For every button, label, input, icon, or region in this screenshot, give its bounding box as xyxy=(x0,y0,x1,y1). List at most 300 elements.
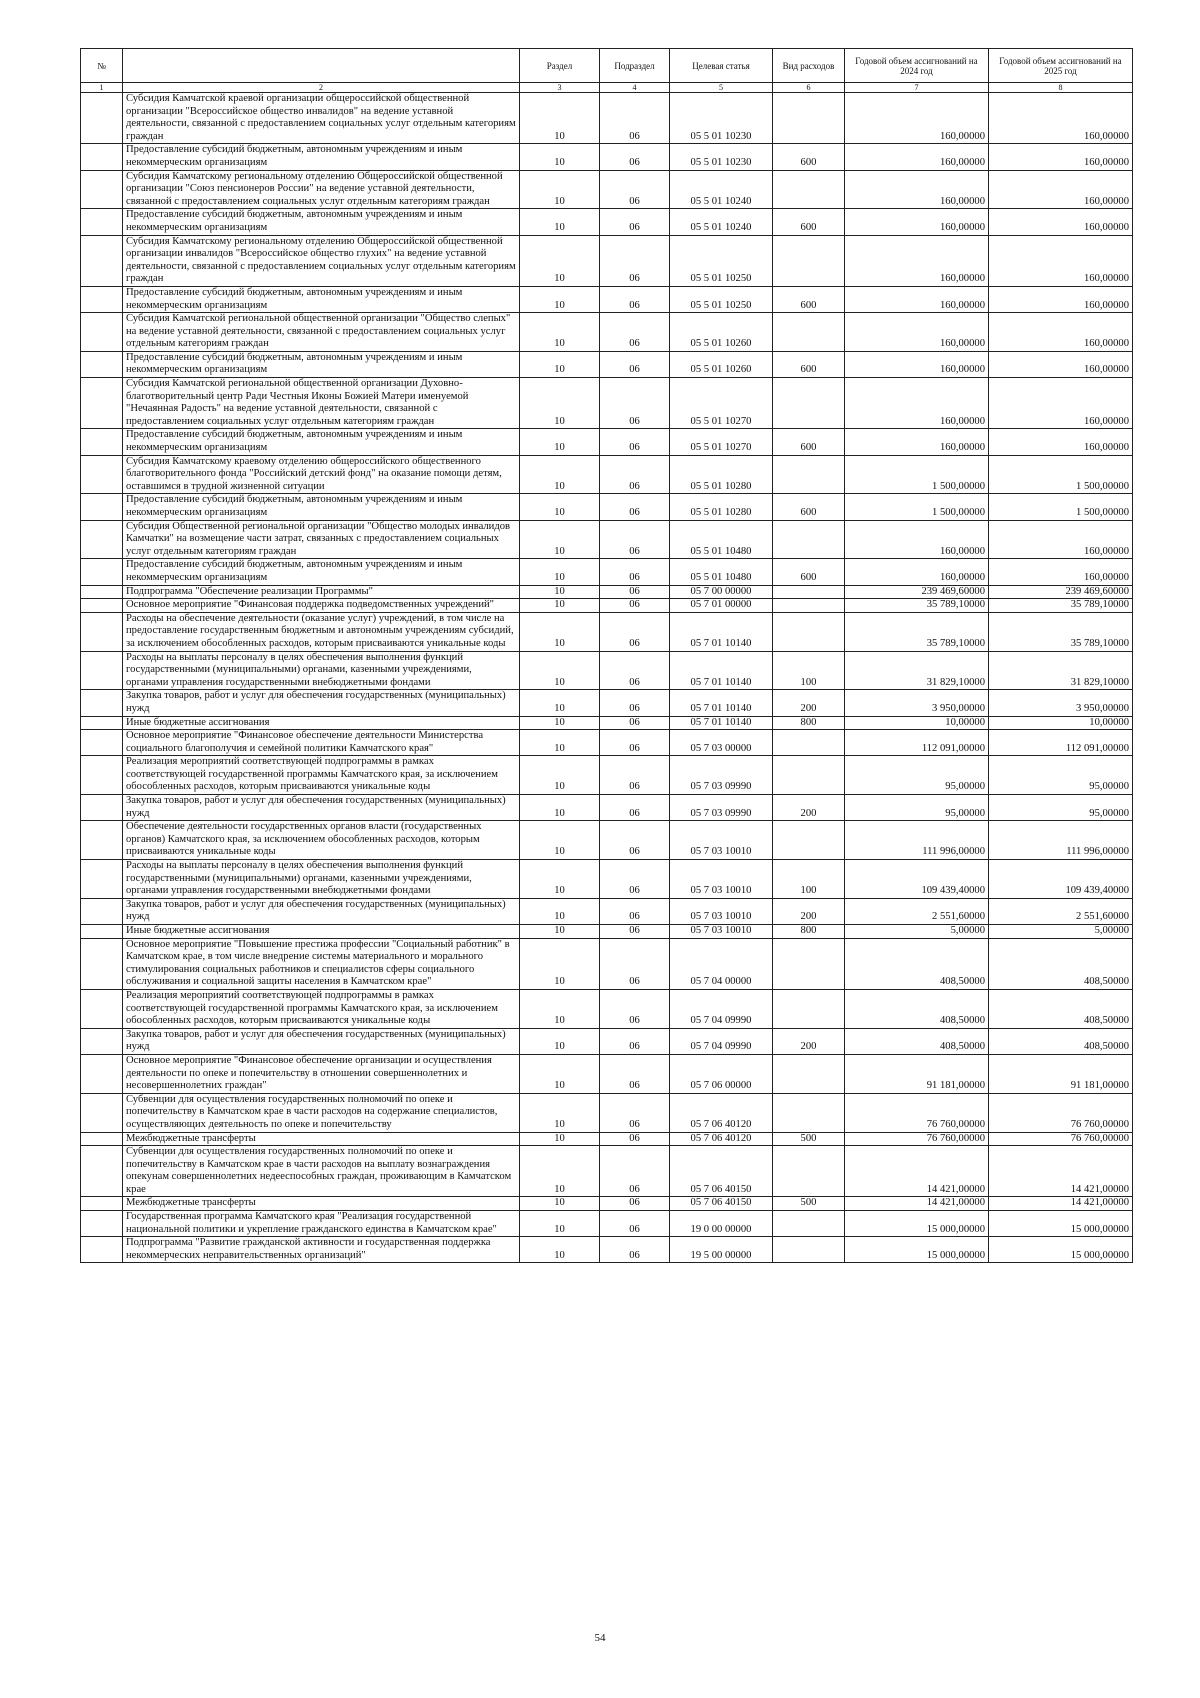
index-cell: 6 xyxy=(773,83,845,93)
target-article-cell: 05 5 01 10480 xyxy=(670,559,773,585)
table-row xyxy=(81,716,1133,730)
table-row xyxy=(81,559,1133,585)
table-row xyxy=(81,938,1133,989)
expense-type-cell xyxy=(773,730,845,756)
index-cell: 4 xyxy=(600,83,670,93)
amount-2025-cell: 95,00000 xyxy=(989,756,1133,795)
amount-2025-cell: 239 469,60000 xyxy=(989,585,1133,599)
section-cell: 10 xyxy=(520,1211,600,1237)
row-number-cell xyxy=(81,1028,123,1054)
amount-2024-cell: 95,00000 xyxy=(845,795,989,821)
table-row xyxy=(81,429,1133,455)
expense-type-cell xyxy=(773,1146,845,1197)
item-name-cell: Субсидия Камчатской краевой организации общероссийской общественной организации "Всероссийское общество инвалидов" на ведение уставной деятельности, связанной с предоставлением социальных услуг отдельным категориям граждан xyxy=(123,93,520,144)
amount-2025-cell: 35 789,10000 xyxy=(989,612,1133,651)
document-page xyxy=(80,48,1132,1263)
amount-2024-cell: 239 469,60000 xyxy=(845,585,989,599)
subsection-cell: 06 xyxy=(600,1093,670,1132)
item-name-cell: Государственная программа Камчатского края "Реализация государственной национальной политики и укрепление гражданского единства в Камчатском крае" xyxy=(123,1211,520,1237)
expense-type-cell xyxy=(773,93,845,144)
col-subsection-header: Подраздел xyxy=(600,49,670,83)
table-row xyxy=(81,585,1133,599)
col-expense-type-header: Вид расходов xyxy=(773,49,845,83)
subsection-cell: 06 xyxy=(600,821,670,860)
table-row xyxy=(81,520,1133,559)
expense-type-cell: 800 xyxy=(773,716,845,730)
row-number-cell xyxy=(81,1132,123,1146)
section-cell: 10 xyxy=(520,429,600,455)
section-cell: 10 xyxy=(520,1132,600,1146)
table-row xyxy=(81,1054,1133,1093)
item-name-cell: Закупка товаров, работ и услуг для обеспечения государственных (муниципальных) нужд xyxy=(123,1028,520,1054)
index-cell: 1 xyxy=(81,83,123,93)
amount-2024-cell: 10,00000 xyxy=(845,716,989,730)
section-cell: 10 xyxy=(520,286,600,312)
subsection-cell: 06 xyxy=(600,1132,670,1146)
col-2025-header: Годовой объем ассигнований на 2025 год xyxy=(989,49,1133,83)
row-number-cell xyxy=(81,93,123,144)
target-article-cell: 05 7 03 10010 xyxy=(670,821,773,860)
amount-2024-cell: 160,00000 xyxy=(845,378,989,429)
table-row xyxy=(81,1237,1133,1263)
section-cell: 10 xyxy=(520,898,600,924)
target-article-cell: 05 5 01 10270 xyxy=(670,378,773,429)
target-article-cell: 05 5 01 10240 xyxy=(670,209,773,235)
index-cell: 2 xyxy=(123,83,520,93)
row-number-cell xyxy=(81,716,123,730)
amount-2025-cell: 15 000,00000 xyxy=(989,1211,1133,1237)
table-row xyxy=(81,651,1133,690)
amount-2024-cell: 160,00000 xyxy=(845,170,989,209)
target-article-cell: 05 7 01 10140 xyxy=(670,716,773,730)
section-cell: 10 xyxy=(520,599,600,613)
expense-type-cell xyxy=(773,520,845,559)
item-name-cell: Подпрограмма "Обеспечение реализации Программы" xyxy=(123,585,520,599)
subsection-cell: 06 xyxy=(600,860,670,899)
amount-2025-cell: 160,00000 xyxy=(989,520,1133,559)
amount-2025-cell: 10,00000 xyxy=(989,716,1133,730)
item-name-cell: Закупка товаров, работ и услуг для обеспечения государственных (муниципальных) нужд xyxy=(123,898,520,924)
subsection-cell: 06 xyxy=(600,455,670,494)
amount-2025-cell: 408,50000 xyxy=(989,938,1133,989)
amount-2024-cell: 160,00000 xyxy=(845,144,989,170)
expense-type-cell xyxy=(773,599,845,613)
col-section-header: Раздел xyxy=(520,49,600,83)
amount-2024-cell: 160,00000 xyxy=(845,429,989,455)
section-cell: 10 xyxy=(520,925,600,939)
section-cell: 10 xyxy=(520,93,600,144)
row-number-cell xyxy=(81,821,123,860)
subsection-cell: 06 xyxy=(600,612,670,651)
amount-2024-cell: 160,00000 xyxy=(845,235,989,286)
target-article-cell: 05 5 01 10240 xyxy=(670,170,773,209)
subsection-cell: 06 xyxy=(600,351,670,377)
subsection-cell: 06 xyxy=(600,730,670,756)
item-name-cell: Основное мероприятие "Повышение престижа профессии "Социальный работник" в Камчатском крае, в том числе внедрение системы материального и морального стимулирования социальных работников и специалистов сферы социального обслуживания и социальной защиты населения в Камчатском крае" xyxy=(123,938,520,989)
section-cell: 10 xyxy=(520,1237,600,1263)
table-row xyxy=(81,286,1133,312)
item-name-cell: Субсидия Камчатскому региональному отделению Общероссийской общественной организации инвалидов "Всероссийское общество глухих" на ведение уставной деятельности, связанной с предоставлением социальных услуг отдельным категориям граждан xyxy=(123,235,520,286)
target-article-cell: 05 7 00 00000 xyxy=(670,585,773,599)
row-number-cell xyxy=(81,860,123,899)
row-number-cell xyxy=(81,1093,123,1132)
subsection-cell: 06 xyxy=(600,93,670,144)
amount-2024-cell: 109 439,40000 xyxy=(845,860,989,899)
target-article-cell: 05 5 01 10250 xyxy=(670,286,773,312)
subsection-cell: 06 xyxy=(600,429,670,455)
expense-type-cell xyxy=(773,378,845,429)
amount-2024-cell: 408,50000 xyxy=(845,938,989,989)
section-cell: 10 xyxy=(520,1093,600,1132)
amount-2024-cell: 31 829,10000 xyxy=(845,651,989,690)
amount-2025-cell: 14 421,00000 xyxy=(989,1197,1133,1211)
section-cell: 10 xyxy=(520,351,600,377)
subsection-cell: 06 xyxy=(600,378,670,429)
item-name-cell: Расходы на обеспечение деятельности (оказание услуг) учреждений, в том числе на предоставление государственным бюджетным и автономным учреждениям субсидий, за исключением обособленных расходов, которым присваиваются уникальные коды xyxy=(123,612,520,651)
section-cell: 10 xyxy=(520,520,600,559)
item-name-cell: Иные бюджетные ассигнования xyxy=(123,716,520,730)
target-article-cell: 05 5 01 10230 xyxy=(670,144,773,170)
amount-2025-cell: 109 439,40000 xyxy=(989,860,1133,899)
amount-2025-cell: 160,00000 xyxy=(989,235,1133,286)
budget-table xyxy=(80,48,1133,1263)
item-name-cell: Субвенции для осуществления государственных полномочий по опеке и попечительству в Камчатском крае в части расходов на содержание специалистов, осуществляющих деятельность по опеке и попечительству xyxy=(123,1093,520,1132)
col-number-header: № xyxy=(81,49,123,83)
table-row xyxy=(81,1132,1133,1146)
table-row xyxy=(81,756,1133,795)
section-cell: 10 xyxy=(520,1054,600,1093)
table-row xyxy=(81,378,1133,429)
expense-type-cell xyxy=(773,170,845,209)
table-row xyxy=(81,1028,1133,1054)
amount-2025-cell: 408,50000 xyxy=(989,989,1133,1028)
table-row xyxy=(81,690,1133,716)
row-number-cell xyxy=(81,1054,123,1093)
amount-2024-cell: 160,00000 xyxy=(845,313,989,352)
subsection-cell: 06 xyxy=(600,756,670,795)
section-cell: 10 xyxy=(520,716,600,730)
row-number-cell xyxy=(81,235,123,286)
target-article-cell: 05 5 01 10260 xyxy=(670,313,773,352)
amount-2024-cell: 1 500,00000 xyxy=(845,455,989,494)
amount-2024-cell: 76 760,00000 xyxy=(845,1093,989,1132)
item-name-cell: Закупка товаров, работ и услуг для обеспечения государственных (муниципальных) нужд xyxy=(123,795,520,821)
section-cell: 10 xyxy=(520,989,600,1028)
row-number-cell xyxy=(81,651,123,690)
subsection-cell: 06 xyxy=(600,690,670,716)
section-cell: 10 xyxy=(520,1146,600,1197)
subsection-cell: 06 xyxy=(600,989,670,1028)
expense-type-cell: 100 xyxy=(773,860,845,899)
table-row xyxy=(81,989,1133,1028)
amount-2024-cell: 160,00000 xyxy=(845,351,989,377)
expense-type-cell: 600 xyxy=(773,144,845,170)
expense-type-cell: 100 xyxy=(773,651,845,690)
section-cell: 10 xyxy=(520,209,600,235)
section-cell: 10 xyxy=(520,455,600,494)
amount-2025-cell: 35 789,10000 xyxy=(989,599,1133,613)
row-number-cell xyxy=(81,989,123,1028)
subsection-cell: 06 xyxy=(600,795,670,821)
section-cell: 10 xyxy=(520,1028,600,1054)
target-article-cell: 05 7 01 10140 xyxy=(670,690,773,716)
section-cell: 10 xyxy=(520,494,600,520)
item-name-cell: Предоставление субсидий бюджетным, автономным учреждениям и иным некоммерческим организациям xyxy=(123,209,520,235)
expense-type-cell xyxy=(773,1211,845,1237)
expense-type-cell: 600 xyxy=(773,209,845,235)
expense-type-cell xyxy=(773,989,845,1028)
item-name-cell: Предоставление субсидий бюджетным, автономным учреждениям и иным некоммерческим организациям xyxy=(123,559,520,585)
subsection-cell: 06 xyxy=(600,599,670,613)
amount-2024-cell: 15 000,00000 xyxy=(845,1237,989,1263)
row-number-cell xyxy=(81,455,123,494)
target-article-cell: 05 7 04 09990 xyxy=(670,989,773,1028)
item-name-cell: Субсидия Камчатскому региональному отделению Общероссийской общественной организации "Союз пенсионеров России" на ведение уставной деятельности, связанной с предоставлением социальных услуг отдельным категориям граждан xyxy=(123,170,520,209)
target-article-cell: 05 7 06 40150 xyxy=(670,1197,773,1211)
amount-2025-cell: 160,00000 xyxy=(989,313,1133,352)
target-article-cell: 05 7 03 10010 xyxy=(670,860,773,899)
row-number-cell xyxy=(81,559,123,585)
amount-2025-cell: 95,00000 xyxy=(989,795,1133,821)
item-name-cell: Субсидия Камчатской региональной общественной организации "Общество слепых" на ведение уставной деятельности, связанной с предоставлением социальных услуг отдельным категориям граждан xyxy=(123,313,520,352)
item-name-cell: Расходы на выплаты персоналу в целях обеспечения выполнения функций государственными (муниципальными) органами, казенными учреждениями, органами управления государственными внебюджетными фондами xyxy=(123,860,520,899)
col-name-header xyxy=(123,49,520,83)
expense-type-cell: 500 xyxy=(773,1197,845,1211)
amount-2024-cell: 35 789,10000 xyxy=(845,599,989,613)
item-name-cell: Обеспечение деятельности государственных органов власти (государственных органов) Камчатского края, за исключением обособленных расходов, которым присваиваются уникальные коды xyxy=(123,821,520,860)
expense-type-cell xyxy=(773,455,845,494)
row-number-cell xyxy=(81,351,123,377)
target-article-cell: 05 5 01 10270 xyxy=(670,429,773,455)
subsection-cell: 06 xyxy=(600,559,670,585)
table-row xyxy=(81,209,1133,235)
index-cell: 7 xyxy=(845,83,989,93)
row-number-cell xyxy=(81,599,123,613)
table-row xyxy=(81,1146,1133,1197)
table-row xyxy=(81,898,1133,924)
subsection-cell: 06 xyxy=(600,1054,670,1093)
item-name-cell: Субсидия Общественной региональной организации "Общество молодых инвалидов Камчатки" на возмещение части затрат, связанных с предоставлением социальных услуг отдельным категориям граждан xyxy=(123,520,520,559)
row-number-cell xyxy=(81,730,123,756)
col-2024-header: Годовой объем ассигнований на 2024 год xyxy=(845,49,989,83)
row-number-cell xyxy=(81,938,123,989)
row-number-cell xyxy=(81,898,123,924)
amount-2025-cell: 31 829,10000 xyxy=(989,651,1133,690)
amount-2025-cell: 5,00000 xyxy=(989,925,1133,939)
amount-2024-cell: 15 000,00000 xyxy=(845,1211,989,1237)
target-article-cell: 05 7 04 09990 xyxy=(670,1028,773,1054)
amount-2025-cell: 2 551,60000 xyxy=(989,898,1133,924)
target-article-cell: 05 7 03 09990 xyxy=(670,756,773,795)
item-name-cell: Межбюджетные трансферты xyxy=(123,1132,520,1146)
amount-2025-cell: 3 950,00000 xyxy=(989,690,1133,716)
subsection-cell: 06 xyxy=(600,1197,670,1211)
target-article-cell: 05 7 01 00000 xyxy=(670,599,773,613)
section-cell: 10 xyxy=(520,690,600,716)
target-article-cell: 05 5 01 10230 xyxy=(670,93,773,144)
target-article-cell: 05 7 03 10010 xyxy=(670,925,773,939)
target-article-cell: 05 7 01 10140 xyxy=(670,612,773,651)
col-target-header: Целевая статья xyxy=(670,49,773,83)
amount-2025-cell: 408,50000 xyxy=(989,1028,1133,1054)
subsection-cell: 06 xyxy=(600,209,670,235)
amount-2025-cell: 160,00000 xyxy=(989,93,1133,144)
row-number-cell xyxy=(81,690,123,716)
amount-2024-cell: 5,00000 xyxy=(845,925,989,939)
expense-type-cell: 600 xyxy=(773,286,845,312)
amount-2025-cell: 1 500,00000 xyxy=(989,455,1133,494)
subsection-cell: 06 xyxy=(600,925,670,939)
target-article-cell: 19 5 00 00000 xyxy=(670,1237,773,1263)
item-name-cell: Предоставление субсидий бюджетным, автономным учреждениям и иным некоммерческим организациям xyxy=(123,494,520,520)
amount-2025-cell: 14 421,00000 xyxy=(989,1146,1133,1197)
section-cell: 10 xyxy=(520,651,600,690)
section-cell: 10 xyxy=(520,821,600,860)
expense-type-cell xyxy=(773,756,845,795)
table-row xyxy=(81,821,1133,860)
row-number-cell xyxy=(81,612,123,651)
table-row xyxy=(81,795,1133,821)
table-row xyxy=(81,599,1133,613)
item-name-cell: Субвенции для осуществления государственных полномочий по опеке и попечительству в Камчатском крае в части расходов на выплату вознаграждения опекунам совершеннолетних недееспособных граждан, проживающим в Камчатском крае xyxy=(123,1146,520,1197)
section-cell: 10 xyxy=(520,144,600,170)
amount-2024-cell: 408,50000 xyxy=(845,989,989,1028)
row-number-cell xyxy=(81,585,123,599)
subsection-cell: 06 xyxy=(600,170,670,209)
amount-2025-cell: 111 996,00000 xyxy=(989,821,1133,860)
expense-type-cell xyxy=(773,821,845,860)
amount-2025-cell: 112 091,00000 xyxy=(989,730,1133,756)
row-number-cell xyxy=(81,520,123,559)
subsection-cell: 06 xyxy=(600,716,670,730)
expense-type-cell: 600 xyxy=(773,494,845,520)
section-cell: 10 xyxy=(520,938,600,989)
amount-2024-cell: 408,50000 xyxy=(845,1028,989,1054)
amount-2024-cell: 160,00000 xyxy=(845,559,989,585)
section-cell: 10 xyxy=(520,756,600,795)
row-number-cell xyxy=(81,286,123,312)
subsection-cell: 06 xyxy=(600,898,670,924)
subsection-cell: 06 xyxy=(600,938,670,989)
amount-2024-cell: 112 091,00000 xyxy=(845,730,989,756)
target-article-cell: 05 7 06 40150 xyxy=(670,1146,773,1197)
expense-type-cell: 800 xyxy=(773,925,845,939)
table-row xyxy=(81,313,1133,352)
amount-2024-cell: 3 950,00000 xyxy=(845,690,989,716)
item-name-cell: Основное мероприятие "Финансовое обеспечение организации и осуществления деятельности по опеке и попечительству в отношении совершеннолетних и несовершеннолетних граждан" xyxy=(123,1054,520,1093)
subsection-cell: 06 xyxy=(600,651,670,690)
table-row xyxy=(81,1093,1133,1132)
section-cell: 10 xyxy=(520,795,600,821)
item-name-cell: Основное мероприятие "Финансовое обеспечение деятельности Министерства социального благополучия и семейной политики Камчатского края" xyxy=(123,730,520,756)
amount-2025-cell: 15 000,00000 xyxy=(989,1237,1133,1263)
target-article-cell: 05 5 01 10250 xyxy=(670,235,773,286)
amount-2025-cell: 160,00000 xyxy=(989,144,1133,170)
subsection-cell: 06 xyxy=(600,585,670,599)
amount-2025-cell: 160,00000 xyxy=(989,351,1133,377)
target-article-cell: 05 7 03 00000 xyxy=(670,730,773,756)
table-row xyxy=(81,494,1133,520)
amount-2024-cell: 91 181,00000 xyxy=(845,1054,989,1093)
table-row xyxy=(81,235,1133,286)
expense-type-cell xyxy=(773,938,845,989)
item-name-cell: Подпрограмма "Развитие гражданской активности и государственная поддержка некоммерческих неправительственных организаций" xyxy=(123,1237,520,1263)
expense-type-cell xyxy=(773,313,845,352)
subsection-cell: 06 xyxy=(600,286,670,312)
expense-type-cell xyxy=(773,235,845,286)
section-cell: 10 xyxy=(520,170,600,209)
item-name-cell: Реализация мероприятий соответствующей подпрограммы в рамках соответствующей государственной программы Камчатского края, за исключением обособленных расходов, которым присваиваются уникальные коды xyxy=(123,756,520,795)
expense-type-cell: 600 xyxy=(773,559,845,585)
section-cell: 10 xyxy=(520,313,600,352)
row-number-cell xyxy=(81,795,123,821)
table-row xyxy=(81,455,1133,494)
amount-2024-cell: 160,00000 xyxy=(845,209,989,235)
index-cell: 5 xyxy=(670,83,773,93)
table-row xyxy=(81,925,1133,939)
item-name-cell: Предоставление субсидий бюджетным, автономным учреждениям и иным некоммерческим организациям xyxy=(123,351,520,377)
target-article-cell: 19 0 00 00000 xyxy=(670,1211,773,1237)
expense-type-cell: 200 xyxy=(773,690,845,716)
amount-2024-cell: 160,00000 xyxy=(845,286,989,312)
amount-2024-cell: 14 421,00000 xyxy=(845,1146,989,1197)
expense-type-cell: 200 xyxy=(773,898,845,924)
subsection-cell: 06 xyxy=(600,1237,670,1263)
subsection-cell: 06 xyxy=(600,144,670,170)
row-number-cell xyxy=(81,1146,123,1197)
row-number-cell xyxy=(81,209,123,235)
target-article-cell: 05 5 01 10280 xyxy=(670,455,773,494)
target-article-cell: 05 7 03 10010 xyxy=(670,898,773,924)
amount-2024-cell: 1 500,00000 xyxy=(845,494,989,520)
target-article-cell: 05 7 06 00000 xyxy=(670,1054,773,1093)
expense-type-cell xyxy=(773,1054,845,1093)
table-row xyxy=(81,612,1133,651)
amount-2024-cell: 95,00000 xyxy=(845,756,989,795)
item-name-cell: Закупка товаров, работ и услуг для обеспечения государственных (муниципальных) нужд xyxy=(123,690,520,716)
amount-2025-cell: 1 500,00000 xyxy=(989,494,1133,520)
row-number-cell xyxy=(81,429,123,455)
target-article-cell: 05 5 01 10260 xyxy=(670,351,773,377)
amount-2025-cell: 160,00000 xyxy=(989,209,1133,235)
row-number-cell xyxy=(81,170,123,209)
table-row xyxy=(81,351,1133,377)
section-cell: 10 xyxy=(520,730,600,756)
item-name-cell: Основное мероприятие "Финансовая поддержка подведомственных учреждений" xyxy=(123,599,520,613)
amount-2025-cell: 76 760,00000 xyxy=(989,1132,1133,1146)
item-name-cell: Предоставление субсидий бюджетным, автономным учреждениям и иным некоммерческим организациям xyxy=(123,286,520,312)
expense-type-cell xyxy=(773,1093,845,1132)
table-row xyxy=(81,170,1133,209)
subsection-cell: 06 xyxy=(600,1211,670,1237)
header-row xyxy=(81,49,1133,83)
amount-2024-cell: 76 760,00000 xyxy=(845,1132,989,1146)
page-number: 54 xyxy=(594,1632,606,1644)
target-article-cell: 05 7 01 10140 xyxy=(670,651,773,690)
target-article-cell: 05 5 01 10280 xyxy=(670,494,773,520)
table-row xyxy=(81,93,1133,144)
table-row xyxy=(81,1197,1133,1211)
expense-type-cell: 600 xyxy=(773,429,845,455)
expense-type-cell xyxy=(773,612,845,651)
row-number-cell xyxy=(81,378,123,429)
amount-2025-cell: 160,00000 xyxy=(989,286,1133,312)
section-cell: 10 xyxy=(520,860,600,899)
subsection-cell: 06 xyxy=(600,1146,670,1197)
index-row xyxy=(81,83,1133,93)
expense-type-cell: 500 xyxy=(773,1132,845,1146)
amount-2024-cell: 35 789,10000 xyxy=(845,612,989,651)
